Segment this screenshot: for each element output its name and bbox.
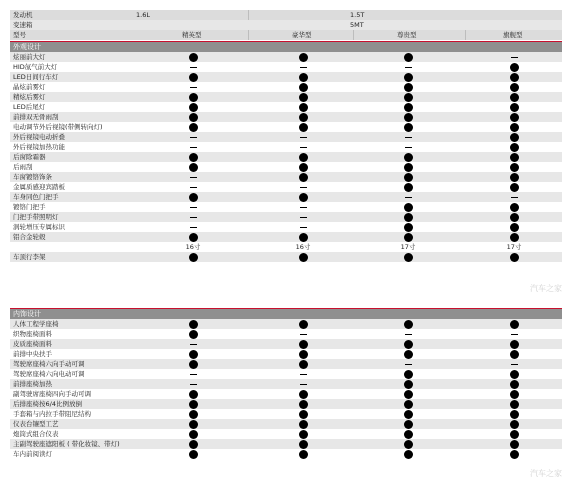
standard-dot-icon (510, 380, 519, 389)
standard-dot-icon (189, 440, 198, 449)
standard-dot-icon (510, 133, 519, 142)
table-row (10, 399, 562, 409)
standard-dot-icon (299, 173, 308, 182)
standard-dot-icon (510, 173, 519, 182)
col-divider (465, 30, 466, 40)
row-label: 织物座椅面料 (13, 330, 52, 338)
table-row (10, 202, 562, 212)
not-available-dash-icon (300, 147, 307, 148)
standard-dot-icon (189, 53, 198, 62)
model-name: 精英型 (182, 31, 202, 39)
table-row (10, 72, 562, 82)
not-available-dash-icon (190, 374, 197, 375)
not-available-dash-icon (405, 334, 412, 335)
row-label: HID氙气前大灯 (13, 63, 58, 71)
not-available-dash-icon (405, 364, 412, 365)
standard-dot-icon (189, 350, 198, 359)
standard-dot-icon (189, 113, 198, 122)
table-row (10, 212, 562, 222)
standard-dot-icon (510, 93, 519, 102)
section-header (10, 308, 562, 319)
standard-dot-icon (404, 103, 413, 112)
standard-dot-icon (510, 320, 519, 329)
table-row (10, 242, 562, 252)
standard-dot-icon (299, 113, 308, 122)
row-label: 炫丽前大灯 (13, 53, 46, 61)
row-label: 皮质座椅面料 (13, 340, 52, 348)
standard-dot-icon (299, 410, 308, 419)
table-row (10, 329, 562, 339)
standard-dot-icon (404, 410, 413, 419)
standard-dot-icon (299, 430, 308, 439)
table-row (10, 52, 562, 62)
standard-dot-icon (510, 123, 519, 132)
standard-dot-icon (510, 440, 519, 449)
standard-dot-icon (404, 153, 413, 162)
standard-dot-icon (299, 390, 308, 399)
table-row (10, 449, 562, 459)
standard-dot-icon (404, 430, 413, 439)
row-label: 炮筒式组合仪表 (13, 430, 59, 438)
standard-dot-icon (189, 420, 198, 429)
not-available-dash-icon (190, 207, 197, 208)
gearbox-value: 5MT (350, 21, 364, 29)
not-available-dash-icon (190, 384, 197, 385)
not-available-dash-icon (405, 147, 412, 148)
standard-dot-icon (404, 93, 413, 102)
not-available-dash-icon (300, 384, 307, 385)
standard-dot-icon (299, 350, 308, 359)
row-label: 车身同色门把手 (13, 193, 59, 201)
standard-dot-icon (510, 63, 519, 72)
standard-dot-icon (189, 123, 198, 132)
standard-dot-icon (299, 360, 308, 369)
standard-dot-icon (510, 390, 519, 399)
standard-dot-icon (510, 83, 519, 92)
standard-dot-icon (404, 340, 413, 349)
table-row (10, 62, 562, 72)
standard-dot-icon (299, 93, 308, 102)
standard-dot-icon (404, 223, 413, 232)
row-label: 人体工程学座椅 (13, 320, 59, 328)
table-row (10, 379, 562, 389)
row-label: 主副驾驶座遮阳板 ( 带化妆镜、带灯) (13, 440, 120, 448)
row-label: 前排双无骨雨刮 (13, 113, 59, 121)
engine-16l: 1.6L (136, 11, 150, 19)
row-label: 车顶行李架 (13, 253, 46, 261)
standard-dot-icon (510, 450, 519, 459)
not-available-dash-icon (300, 227, 307, 228)
standard-dot-icon (510, 400, 519, 409)
table-row (10, 82, 562, 92)
header-engine-row (10, 10, 562, 20)
table-row (10, 252, 562, 262)
section-title: 外观设计 (13, 43, 41, 51)
standard-dot-icon (404, 400, 413, 409)
row-label: 后排座椅按6/4比例放倒 (13, 400, 82, 408)
standard-dot-icon (299, 83, 308, 92)
standard-dot-icon (510, 163, 519, 172)
standard-dot-icon (189, 450, 198, 459)
standard-dot-icon (299, 400, 308, 409)
row-label: 镀铬门把手 (13, 203, 46, 211)
row-label: 前排中央扶手 (13, 350, 52, 358)
standard-dot-icon (189, 390, 198, 399)
standard-dot-icon (189, 153, 198, 162)
standard-dot-icon (299, 420, 308, 429)
standard-dot-icon (404, 370, 413, 379)
table-row (10, 349, 562, 359)
standard-dot-icon (404, 440, 413, 449)
cell-text: 16寸 (185, 243, 201, 251)
not-available-dash-icon (405, 197, 412, 198)
table-row (10, 102, 562, 112)
engine-15t: 1.5T (350, 11, 365, 19)
standard-dot-icon (404, 420, 413, 429)
standard-dot-icon (299, 340, 308, 349)
not-available-dash-icon (300, 137, 307, 138)
not-available-dash-icon (190, 67, 197, 68)
row-label: 门把手带照明灯 (13, 213, 59, 221)
standard-dot-icon (510, 340, 519, 349)
row-label: 仪表台镶型工艺 (13, 420, 59, 428)
standard-dot-icon (510, 370, 519, 379)
standard-dot-icon (510, 73, 519, 82)
section-header (10, 41, 562, 52)
table-row (10, 389, 562, 399)
not-available-dash-icon (190, 87, 197, 88)
standard-dot-icon (404, 73, 413, 82)
standard-dot-icon (189, 430, 198, 439)
standard-dot-icon (404, 163, 413, 172)
col-divider (248, 30, 249, 40)
standard-dot-icon (404, 450, 413, 459)
standard-dot-icon (510, 233, 519, 242)
row-label: 手套箱与内拉手带阻尼结构 (13, 410, 91, 418)
row-label: 晶炫前雾灯 (13, 83, 46, 91)
standard-dot-icon (404, 213, 413, 222)
row-label: 金属质感迎宾踏板 (13, 183, 65, 191)
not-available-dash-icon (300, 217, 307, 218)
row-label: LED后尾灯 (13, 103, 46, 111)
standard-dot-icon (510, 430, 519, 439)
row-label: 外后视镜电动折叠 (13, 133, 65, 141)
table-row (10, 192, 562, 202)
table-row (10, 232, 562, 242)
standard-dot-icon (189, 73, 198, 82)
table-row (10, 419, 562, 429)
engine-label: 发动机 (13, 11, 33, 19)
standard-dot-icon (299, 163, 308, 172)
standard-dot-icon (404, 113, 413, 122)
standard-dot-icon (404, 350, 413, 359)
table-row (10, 122, 562, 132)
standard-dot-icon (404, 390, 413, 399)
standard-dot-icon (299, 450, 308, 459)
not-available-dash-icon (405, 67, 412, 68)
gearbox-label: 变速箱 (13, 21, 33, 29)
standard-dot-icon (299, 103, 308, 112)
standard-dot-icon (299, 153, 308, 162)
standard-dot-icon (189, 163, 198, 172)
standard-dot-icon (510, 213, 519, 222)
section-title: 内饰设计 (13, 310, 41, 318)
standard-dot-icon (189, 360, 198, 369)
model-name: 旗舰型 (503, 31, 523, 39)
not-available-dash-icon (405, 137, 412, 138)
table-row (10, 142, 562, 152)
standard-dot-icon (510, 103, 519, 112)
model-name: 豪华型 (292, 31, 312, 39)
not-available-dash-icon (190, 217, 197, 218)
standard-dot-icon (510, 113, 519, 122)
model-name: 尊贵型 (397, 31, 417, 39)
not-available-dash-icon (511, 364, 518, 365)
standard-dot-icon (299, 193, 308, 202)
standard-dot-icon (510, 410, 519, 419)
standard-dot-icon (189, 410, 198, 419)
standard-dot-icon (510, 203, 519, 212)
standard-dot-icon (510, 253, 519, 262)
standard-dot-icon (299, 320, 308, 329)
standard-dot-icon (299, 73, 308, 82)
table-row (10, 319, 562, 329)
table-row (10, 222, 562, 232)
table-row (10, 339, 562, 349)
row-label: 后窗除霜器 (13, 153, 46, 161)
cell-text: 16寸 (295, 243, 311, 251)
standard-dot-icon (510, 183, 519, 192)
not-available-dash-icon (190, 187, 197, 188)
standard-dot-icon (404, 183, 413, 192)
table-row (10, 112, 562, 122)
standard-dot-icon (299, 53, 308, 62)
standard-dot-icon (404, 253, 413, 262)
not-available-dash-icon (511, 334, 518, 335)
standard-dot-icon (189, 400, 198, 409)
not-available-dash-icon (300, 374, 307, 375)
row-label: 电动调节外后视镜(带侧转向灯) (13, 123, 103, 131)
table-row (10, 132, 562, 142)
standard-dot-icon (299, 123, 308, 132)
row-label: 驾驶席座椅六向手动可调 (13, 360, 85, 368)
row-label: 外后视镜加热功能 (13, 143, 65, 151)
standard-dot-icon (404, 83, 413, 92)
standard-dot-icon (510, 350, 519, 359)
standard-dot-icon (299, 233, 308, 242)
standard-dot-icon (404, 380, 413, 389)
standard-dot-icon (404, 233, 413, 242)
not-available-dash-icon (190, 227, 197, 228)
table-row (10, 152, 562, 162)
watermark: 汽车之家 (530, 284, 562, 293)
standard-dot-icon (404, 203, 413, 212)
standard-dot-icon (510, 223, 519, 232)
standard-dot-icon (299, 440, 308, 449)
table-row (10, 429, 562, 439)
cell-text: 17寸 (506, 243, 522, 251)
standard-dot-icon (510, 420, 519, 429)
model-label: 型号 (13, 31, 26, 39)
not-available-dash-icon (511, 57, 518, 58)
row-label: 精炫后雾灯 (13, 93, 46, 101)
standard-dot-icon (189, 253, 198, 262)
table-row (10, 439, 562, 449)
row-label: 前排座椅加热 (13, 380, 52, 388)
not-available-dash-icon (190, 344, 197, 345)
standard-dot-icon (189, 233, 198, 242)
table-row (10, 182, 562, 192)
standard-dot-icon (404, 173, 413, 182)
table-row (10, 172, 562, 182)
row-label: 后雨刮 (13, 163, 33, 171)
standard-dot-icon (510, 153, 519, 162)
watermark: 汽车之家 (530, 469, 562, 478)
table-row (10, 359, 562, 369)
row-label: 驾驶席座椅六向电动可调 (13, 370, 85, 378)
row-label: 涡轮增压专属标识 (13, 223, 65, 231)
standard-dot-icon (404, 53, 413, 62)
col-divider (353, 30, 354, 40)
not-available-dash-icon (300, 334, 307, 335)
not-available-dash-icon (300, 207, 307, 208)
table-row (10, 409, 562, 419)
standard-dot-icon (189, 320, 198, 329)
not-available-dash-icon (190, 177, 197, 178)
not-available-dash-icon (300, 187, 307, 188)
header-gearbox-row (10, 20, 562, 30)
not-available-dash-icon (190, 147, 197, 148)
standard-dot-icon (404, 123, 413, 132)
not-available-dash-icon (190, 137, 197, 138)
row-label: 车内前阅读灯 (13, 450, 52, 458)
standard-dot-icon (189, 193, 198, 202)
standard-dot-icon (299, 253, 308, 262)
standard-dot-icon (189, 93, 198, 102)
row-label: 铝合金轮毂 (13, 233, 46, 241)
standard-dot-icon (189, 330, 198, 339)
cell-text: 17寸 (400, 243, 416, 251)
standard-dot-icon (189, 103, 198, 112)
standard-dot-icon (510, 143, 519, 152)
row-label: 副驾驶席座椅四向手动可调 (13, 390, 91, 398)
header-model-row (10, 30, 562, 40)
row-label: 车窗镀铬饰条 (13, 173, 52, 181)
standard-dot-icon (404, 320, 413, 329)
not-available-dash-icon (300, 67, 307, 68)
table-row (10, 369, 562, 379)
row-label: LED日间行车灯 (13, 73, 59, 81)
col-divider (248, 10, 249, 20)
table-row (10, 92, 562, 102)
table-row (10, 162, 562, 172)
not-available-dash-icon (511, 197, 518, 198)
